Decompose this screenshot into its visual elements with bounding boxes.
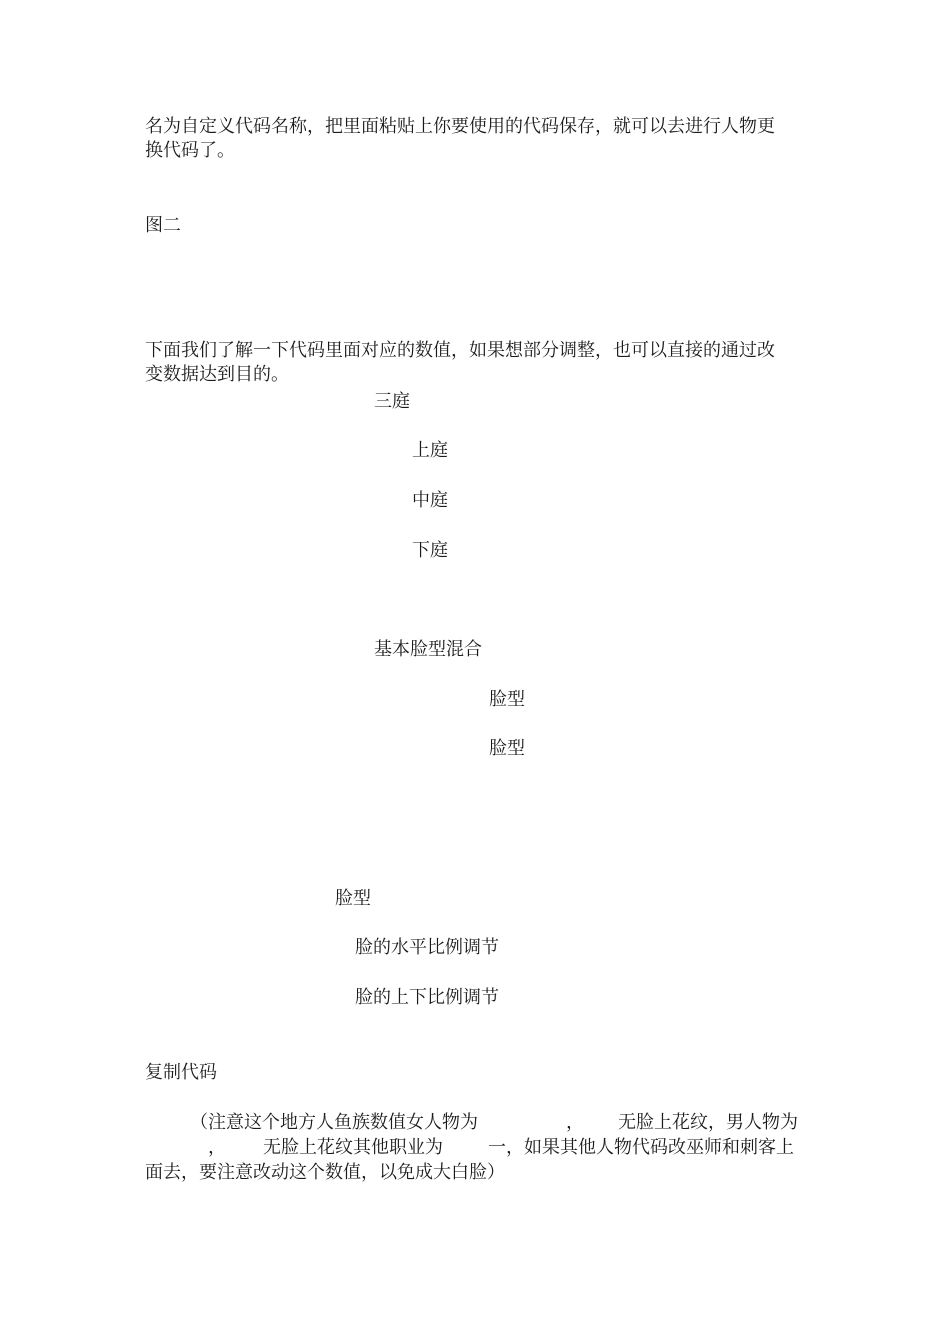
face-vertical-ratio-item: 脸的上下比例调节: [355, 987, 499, 1008]
note-line-1-part-2: ，: [566, 1112, 584, 1133]
intro-paragraph: [145, 115, 810, 163]
values-intro-line-2: 变数据达到目的。: [145, 364, 289, 385]
values-intro-paragraph: [145, 339, 810, 387]
face-shape-heading: 脸型: [335, 888, 371, 909]
values-intro-line-1: 下面我们了解一下代码里面对应的数值，如果想部分调整，也可以直接的通过改: [145, 340, 775, 361]
note-line-1-part-1: （注意这个地方人鱼族数值女人物为: [190, 1112, 478, 1133]
upper-court-item: 上庭: [412, 440, 448, 461]
note-line-2-part-3: 一，如果其他人物代码改巫师和刺客上: [488, 1137, 794, 1158]
lower-court-item: 下庭: [412, 540, 448, 561]
note-line-2-part-2: 无脸上花纹其他职业为: [263, 1137, 443, 1158]
copy-code-label: 复制代码: [145, 1062, 217, 1083]
intro-line-2: 换代码了。: [145, 140, 235, 161]
face-horizontal-ratio-item: 脸的水平比例调节: [355, 937, 499, 958]
face-blend-item-1: 脸型: [489, 689, 525, 710]
three-courts-heading: 三庭: [374, 391, 410, 412]
note-line-2-part-1: ，: [208, 1137, 226, 1158]
face-blend-heading: 基本脸型混合: [374, 639, 482, 660]
middle-court-item: 中庭: [412, 490, 448, 511]
note-line-1-part-3: 无脸上花纹，男人物为: [618, 1112, 798, 1133]
face-blend-item-2: 脸型: [489, 738, 525, 759]
intro-line-1: 名为自定义代码名称，把里面粘贴上你要使用的代码保存，就可以去进行人物更: [145, 116, 775, 137]
figure-label: 图二: [145, 215, 181, 236]
note-line-3: 面去，要注意改动这个数值，以免成大白脸）: [145, 1162, 505, 1183]
